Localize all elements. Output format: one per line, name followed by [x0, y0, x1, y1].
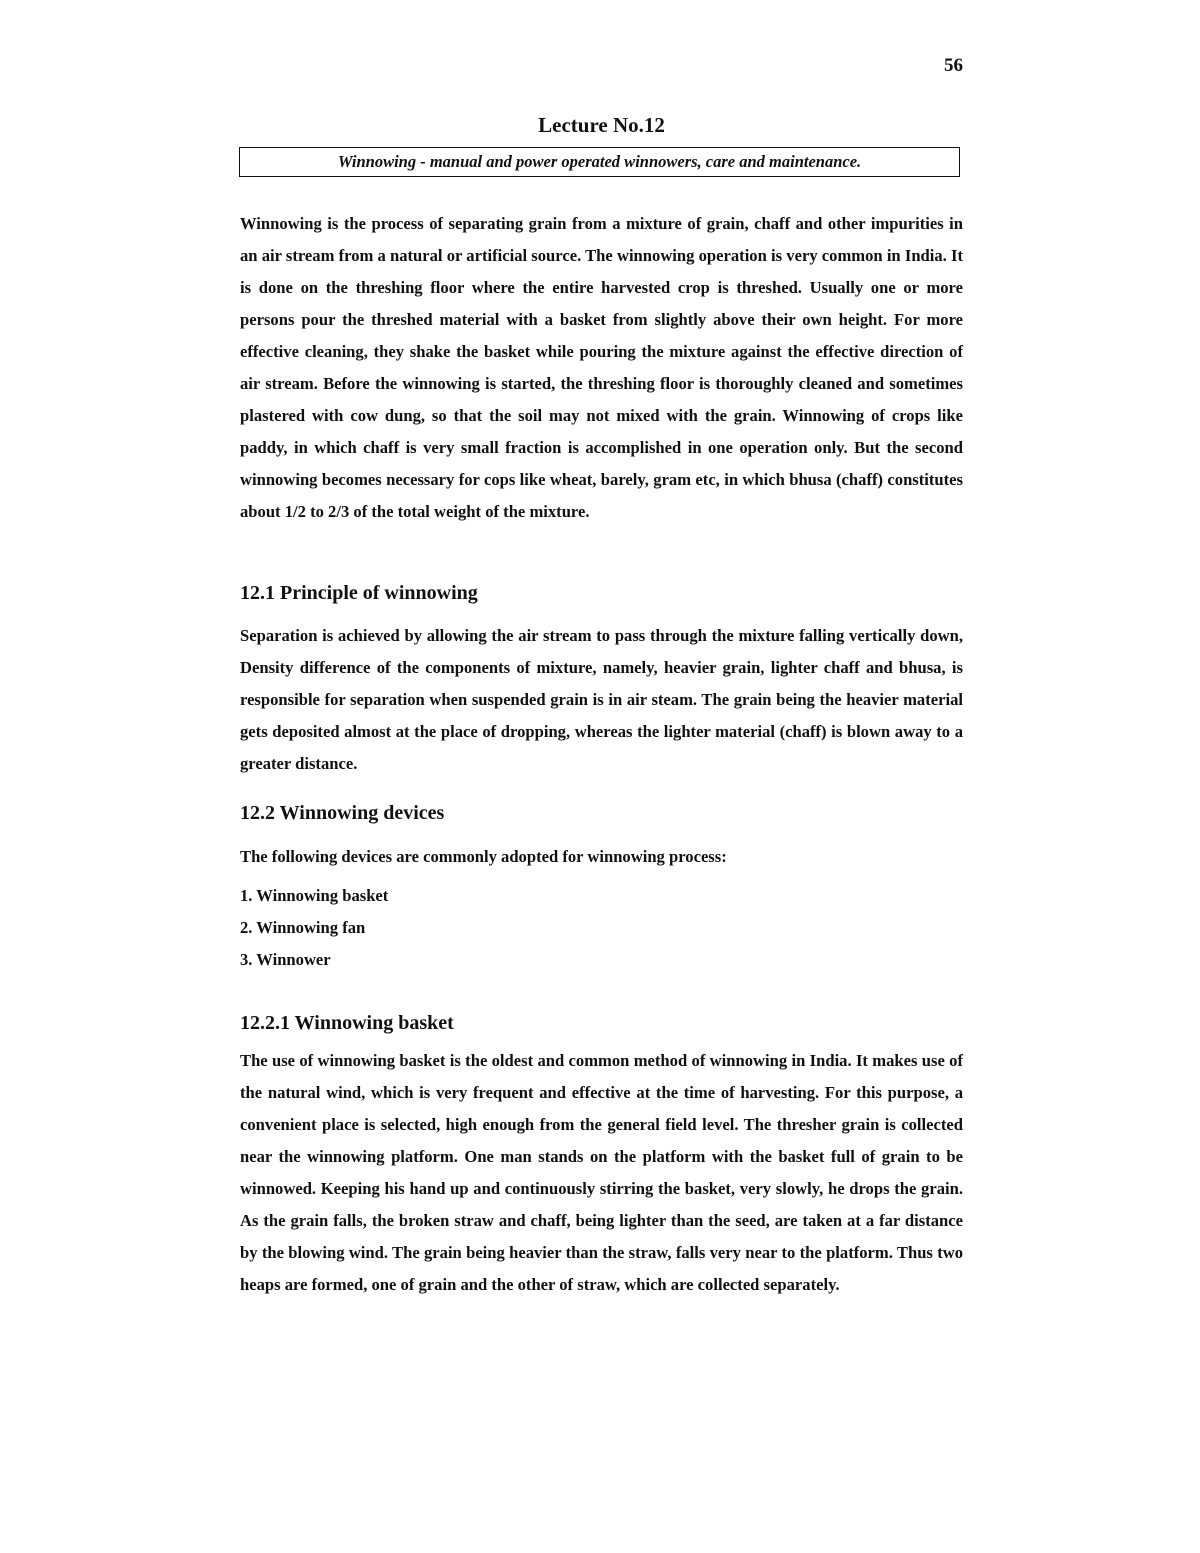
list-item: 2. Winnowing fan [240, 918, 366, 937]
section-heading-basket: 12.2.1 Winnowing basket [240, 1012, 454, 1034]
topic-box [239, 147, 960, 177]
devices-list [240, 880, 963, 976]
section-basket [240, 1045, 963, 1301]
lecture-title: Lecture No.12 [538, 113, 665, 137]
topic-text: Winnowing - manual and power operated winnowers, care and maintenance. [337, 152, 862, 171]
section-devices [240, 841, 963, 873]
list-item: 3. Winnower [240, 950, 331, 969]
section-heading-principle: 12.1 Principle of winnowing [240, 582, 478, 604]
intro-paragraph: Winnowing is the process of separating grain from a mixture of grain, chaff and other impurities in an air stream from a natural or artificial source. The winnowing operation is very common in India. It is done on the threshing floor where the entire harvested crop is threshed. Usually one or more persons pour the threshed material with a basket from slightly above their own height. For more effective cleaning, they shake the basket while pouring the mixture against the effective direction of air stream. Before the winnowing is started, the threshing floor is thoroughly cleaned and sometimes plastered with cow dung, so that the soil may not mixed with the grain. Winnowing of crops like paddy, in which chaff is very small fraction is accomplished in one operation only. But the second winnowing becomes necessary for cops like wheat, barely, gram etc, in which bhusa (chaff) constitutes about 1/2 to 2/3 of the total weight of the mixture. [240, 214, 963, 521]
page-number: 56 [944, 55, 963, 76]
section-heading-devices: 12.2 Winnowing devices [240, 802, 445, 824]
principle-paragraph: Separation is achieved by allowing the air stream to pass through the mixture falling vertically down, Density difference of the components of mixture, namely, heavier grain, lighter chaff and bhusa, is responsible for separation when suspended grain is in air steam. The grain being the heavier material gets deposited almost at the place of dropping, whereas the lighter material (chaff) is blown away to a greater distance. [240, 626, 963, 773]
basket-paragraph: The use of winnowing basket is the oldest and common method of winnowing in India. It makes use of the natural wind, which is very frequent and effective at the time of harvesting. For this purpose, a convenient place is selected, high enough from the general field level. The thresher grain is collected near the winnowing platform. One man stands on the platform with the basket full of grain to be winnowed. Keeping his hand up and continuously stirring the basket, very slowly, he drops the grain. As the grain falls, the broken straw and chaff, being lighter than the seed, are taken at a far distance by the blowing wind. The grain being heavier than the straw, falls very near to the platform. Thus two heaps are formed, one of grain and the other of straw, which are collected separately. [240, 1051, 963, 1294]
devices-paragraph: The following devices are commonly adopted for winnowing process: [240, 847, 727, 866]
section-principle [240, 620, 963, 780]
list-item: 1. Winnowing basket [240, 886, 389, 905]
intro-section [240, 208, 963, 528]
